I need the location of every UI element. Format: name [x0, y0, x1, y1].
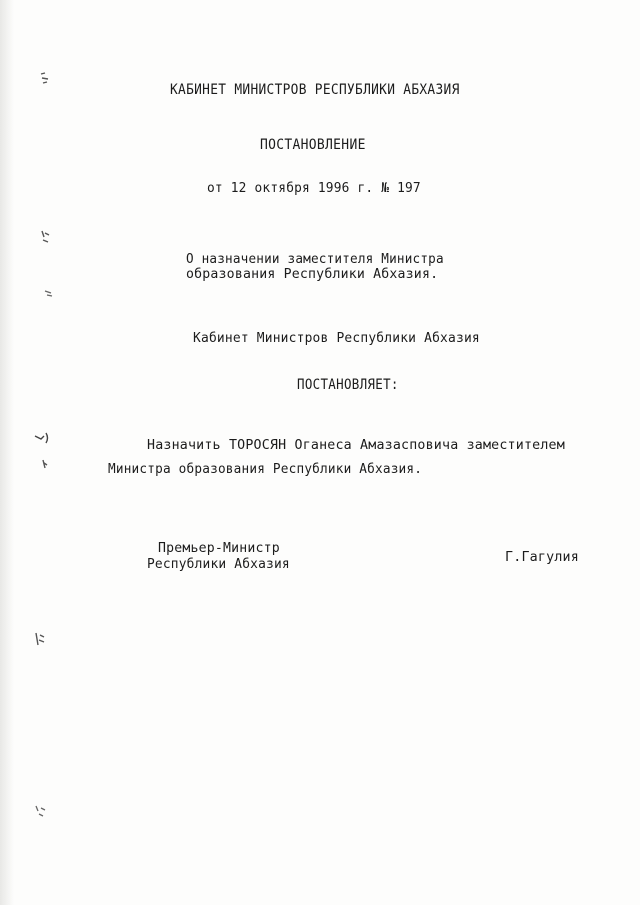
hole-punch-icon [33, 802, 49, 820]
hole-punch-icon [38, 228, 54, 246]
organization-title: КАБИНЕТ МИНИСТРОВ РЕСПУБЛИКИ АБХАЗИЯ [170, 80, 460, 98]
issuer-line: Кабинет Министров Республики Абхазия [193, 330, 480, 346]
subject-line-1: О назначении заместителя Министра [186, 251, 444, 267]
scan-edge-shadow [0, 0, 14, 905]
date-and-number: от 12 октября 1996 г. № 197 [207, 180, 421, 196]
document-type: ПОСТАНОВЛЕНИЕ [260, 135, 366, 153]
signature-position-line-1: Премьер-Министр [158, 540, 280, 556]
decree-verb: ПОСТАНОВЛЯЕТ: [297, 375, 399, 393]
body-line-2: Министра образования Республики Абхазия. [108, 461, 423, 477]
hole-punch-icon [38, 70, 54, 88]
subject-line-2: образования Республики Абхазия. [186, 266, 439, 282]
hole-punch-icon [33, 630, 49, 648]
signer-name: Г.Гагулия [505, 549, 579, 565]
hole-punch-icon [33, 430, 49, 448]
signature-position-line-2: Республики Абхазия [147, 556, 290, 572]
body-line-1: Назначить ТОРОСЯН Оганеса Амазасповича заместителем [147, 437, 565, 453]
hole-punch-icon [38, 456, 54, 474]
hole-punch-icon [42, 285, 58, 303]
